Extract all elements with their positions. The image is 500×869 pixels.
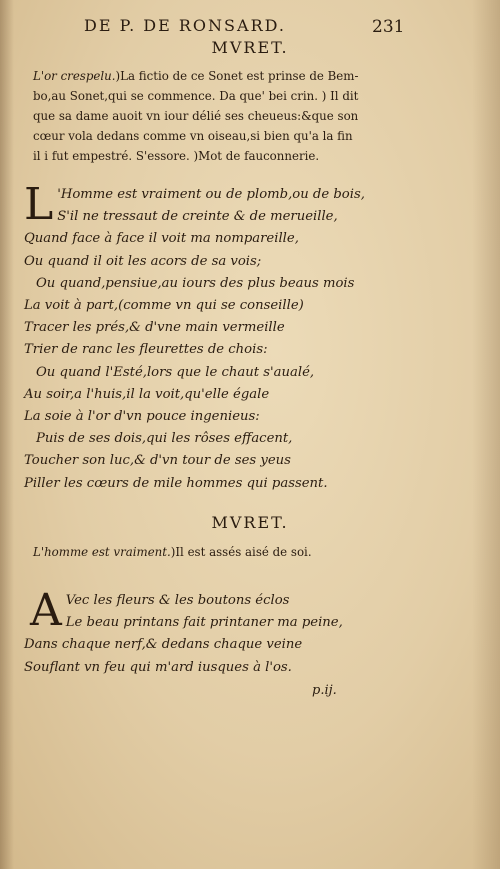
- verse-line: A Vec les fleurs & les boutons éclos: [30, 585, 290, 636]
- verse-line: Ou quand il oit les acors de sa vois;: [24, 253, 262, 269]
- verse-line: Tracer les prés,& d'vne main vermeille: [24, 320, 285, 336]
- verse-line: Trier de ranc les fleurettes de chois:: [24, 342, 268, 358]
- commentary-heading: MVRET.: [211, 513, 289, 532]
- commentary-note: [33, 542, 373, 562]
- verse-line: Au soir,a l'huis,il la voit,qu'elle égale: [24, 386, 270, 402]
- commentary-note: [33, 66, 373, 166]
- note-line: il i fut empestré. S'essore. )Mot de fauconnerie.: [33, 149, 320, 163]
- signature-mark: p.ij.: [312, 683, 337, 698]
- binding-shadow: [0, 0, 14, 869]
- note-line: que sa dame auoit vn iour délié ses cheueus:&que son: [33, 109, 359, 123]
- verse-line: Le beau printans fait printaner ma peine,: [65, 615, 343, 631]
- verse-line: Piller les cœurs de mile hommes qui passent.: [24, 475, 328, 491]
- page-number: 231: [372, 17, 405, 37]
- verse-line: La voit à part,(comme vn qui se conseille): [24, 298, 304, 314]
- verse-line: Ou quand,pensiue,au iours des plus beaus mois: [36, 275, 355, 291]
- verse-line: Souflant vn feu qui m'ard iusques à l'os.: [24, 659, 292, 675]
- verse-line: Puis de ses dois,qui les rôses effacent,: [36, 431, 293, 447]
- note-lemma: L'homme est vraiment.: [33, 545, 171, 559]
- note-line: L'or crespelu.)La fictio de ce Sonet est prinse de Bem-: [33, 69, 359, 83]
- verse-line: S'il ne tressaut de creinte & de merueille,: [57, 209, 338, 225]
- note-line: L'homme est vraiment.)Il est assés aisé de soi.: [33, 545, 312, 559]
- verse-line: Dans chaque nerf,& dedans chaque veine: [24, 637, 303, 653]
- ode: [24, 585, 390, 679]
- sonnet: [24, 179, 384, 495]
- page-edge-shadow: [472, 0, 500, 869]
- verse-line: La soie à l'or d'vn pouce ingenieus:: [24, 409, 260, 425]
- commentary-heading: MVRET.: [211, 38, 289, 57]
- verse-line: Ou quand l'Esté,lors que le chaut s'aualé,: [36, 364, 315, 380]
- verse-line: Quand face à face il voit ma nompareille,: [24, 231, 299, 247]
- note-line: cœur vola dedans comme vn oiseau,si bien qu'a la fin: [33, 129, 353, 143]
- note-lemma: L'or crespelu.: [33, 69, 116, 83]
- verse-line: Toucher son luc,& d'vn tour de ses yeus: [24, 453, 291, 469]
- drop-cap: A: [30, 585, 62, 636]
- verse-line: L 'Homme est vraiment ou de plomb,ou de bois,: [24, 179, 365, 230]
- drop-cap: L: [24, 179, 54, 230]
- note-line: bo,au Sonet,qui se commence. Da que' bei crin. ) Il dit: [33, 89, 359, 103]
- running-title: DE P. DE RONSARD.: [84, 16, 286, 35]
